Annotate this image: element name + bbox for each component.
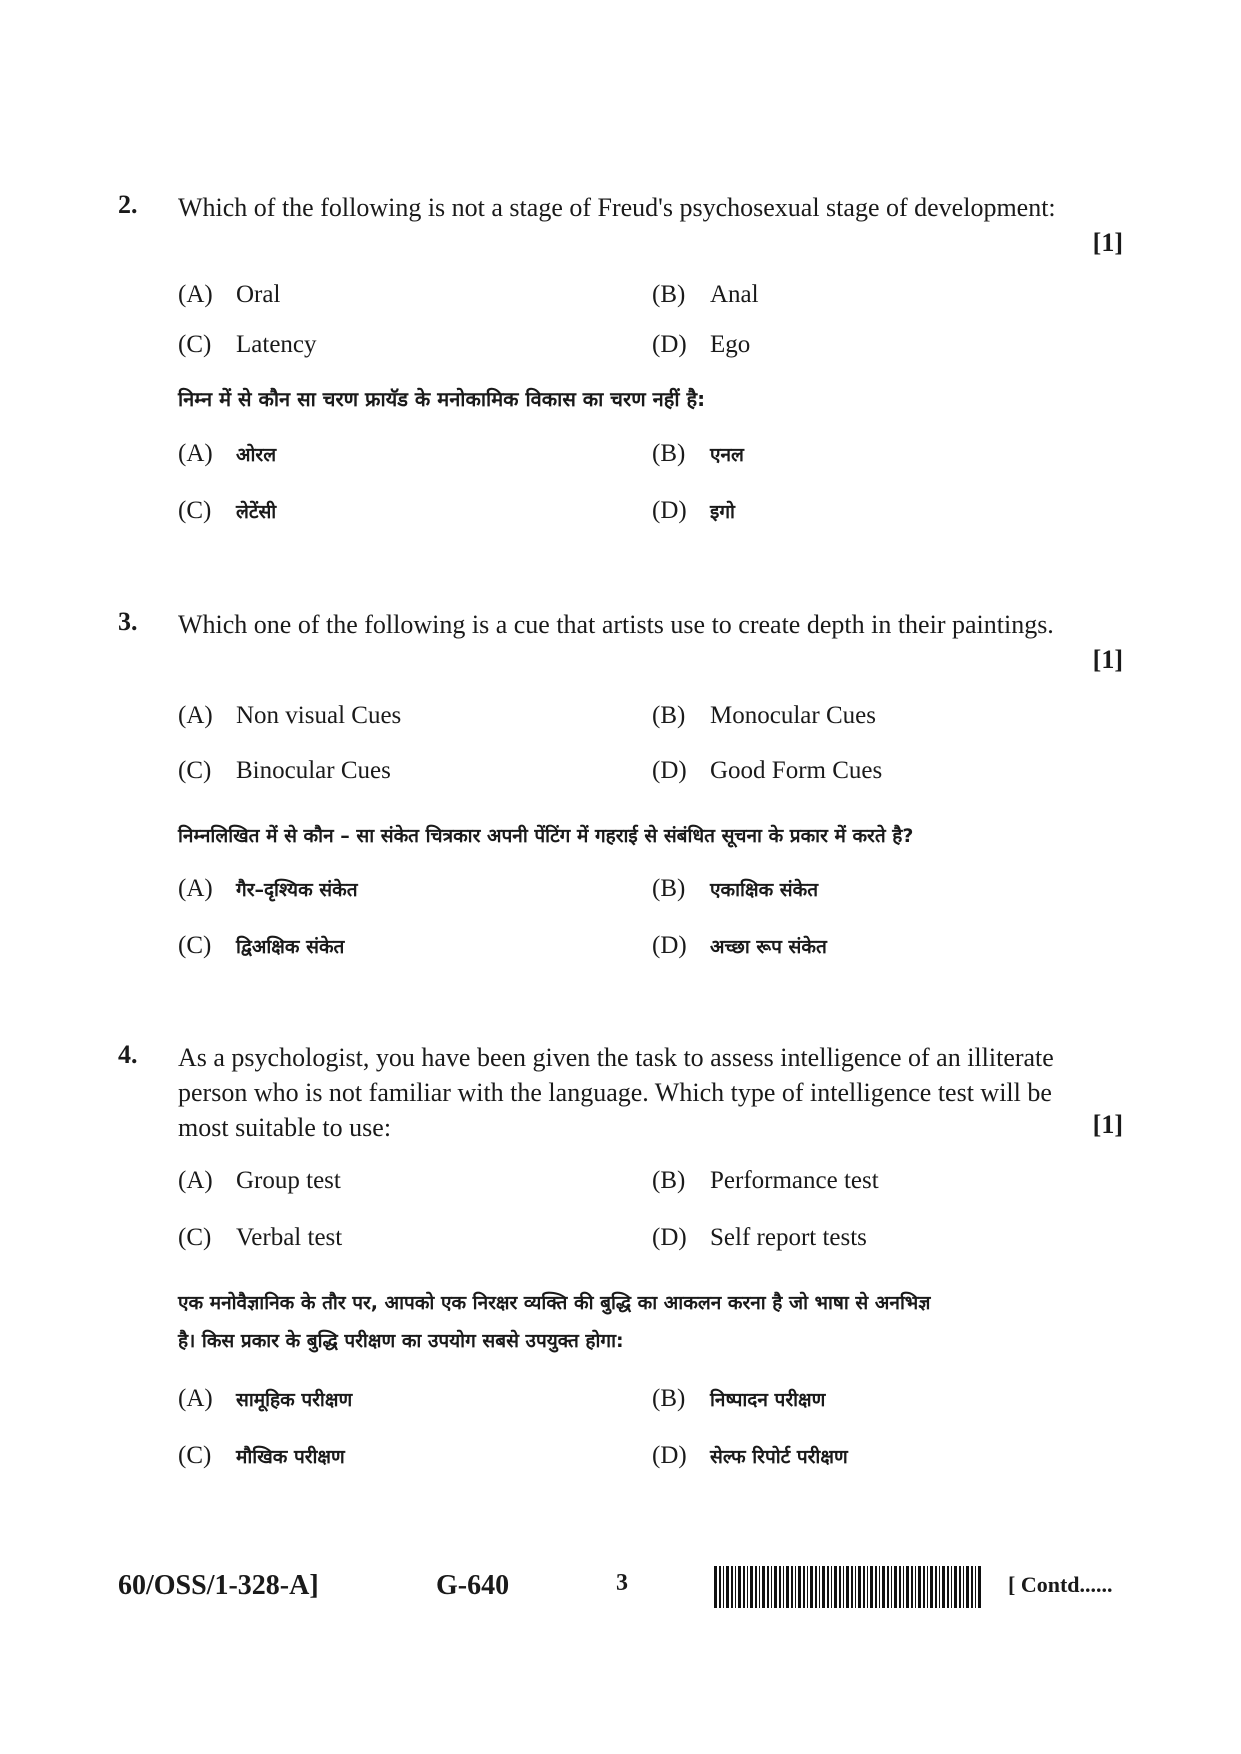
barcode-bar xyxy=(738,1566,741,1608)
barcode-bar xyxy=(867,1566,868,1608)
barcode-bar xyxy=(714,1566,717,1608)
barcode-bar xyxy=(863,1566,865,1608)
barcode-bar xyxy=(891,1566,892,1608)
barcode-bar xyxy=(726,1566,729,1608)
option-b-hi: (B) एकाक्षिक संकेत xyxy=(652,875,819,902)
option-c-en: (C) Verbal test xyxy=(178,1224,343,1251)
option-d-hi: (D) अच्छा रूप संकेत xyxy=(652,932,827,959)
barcode-bar xyxy=(803,1566,805,1608)
barcode-bar xyxy=(927,1566,928,1608)
option-d-en: (D) Ego xyxy=(652,331,751,358)
barcode-bar xyxy=(903,1566,904,1608)
question-text: Which one of the following is a cue that artists use to create depth in their paintings. xyxy=(178,610,1054,639)
question-number: 2. xyxy=(118,190,138,219)
question-number: 3. xyxy=(118,607,138,636)
barcode-bar xyxy=(735,1566,736,1608)
barcode-bar xyxy=(918,1566,921,1608)
option-b-hi: (B) एनल xyxy=(652,440,744,467)
question-text-hindi: एक मनोवैज्ञानिक के तौर पर, आपको एक निरक्षर व्यक्ति की बुद्धि का आकलन करना है जो भाषा से अनभिज्ञ है। किस प्रकार के बुद्धि परीक्षण का उपयोग सबसे उपयुक्त होगा: xyxy=(178,1292,931,1352)
paper-code: 60/OSS/1-328-A] xyxy=(118,1570,319,1601)
option-a-hi: (A) गैर–दृश्यिक संकेत xyxy=(178,875,358,902)
barcode-bar xyxy=(951,1566,952,1608)
barcode-bar xyxy=(779,1566,781,1608)
barcode-bar xyxy=(783,1566,784,1608)
question-marks: [1] xyxy=(1092,645,1123,674)
question-marks: [1] xyxy=(1092,228,1123,257)
option-d-en: (D) Self report tests xyxy=(652,1224,867,1251)
option-a-hi: (A) सामूहिक परीक्षण xyxy=(178,1385,353,1412)
option-c-en: (C) Binocular Cues xyxy=(178,757,391,784)
continued-label: [ Contd...... xyxy=(1008,1572,1113,1597)
barcode-bar xyxy=(942,1566,945,1608)
barcode-bar xyxy=(762,1566,765,1608)
option-b-en: (B) Anal xyxy=(652,281,759,308)
barcode-bar xyxy=(911,1566,913,1608)
barcode-bar xyxy=(963,1566,964,1608)
barcode xyxy=(714,1566,984,1608)
barcode-bar xyxy=(851,1566,853,1608)
barcode-bar xyxy=(759,1566,760,1608)
question-text: As a psychologist, you have been given the task to assess intelligence of an illiterate person who is not familiar with the language. Which type of intelligence test will be most suitable to use: xyxy=(178,1043,1054,1142)
option-a-hi: (A) ओरल xyxy=(178,440,277,467)
barcode-bar xyxy=(935,1566,937,1608)
barcode-bar xyxy=(875,1566,877,1608)
question-text-hindi: निम्नलिखित में से कौन – सा संकेत चित्रकार अपनी पेंटिंग में गहराई से संबंधित सूचना के प्रकार में करते है? xyxy=(178,825,914,847)
barcode-bar xyxy=(843,1566,844,1608)
barcode-bar xyxy=(795,1566,796,1608)
barcode-bar xyxy=(930,1566,933,1608)
barcode-bar xyxy=(798,1566,801,1608)
barcode-bar xyxy=(819,1566,820,1608)
question-text: Which of the following is not a stage of Freud's psychosexual stage of development: xyxy=(178,193,1056,222)
barcode-bar xyxy=(959,1566,961,1608)
barcode-bar xyxy=(822,1566,825,1608)
barcode-bar xyxy=(771,1566,772,1608)
barcode-bar xyxy=(923,1566,925,1608)
question-number: 4. xyxy=(118,1040,138,1069)
barcode-bar xyxy=(975,1566,976,1608)
barcode-bar xyxy=(978,1566,981,1608)
barcode-bar xyxy=(966,1566,969,1608)
barcode-bar xyxy=(882,1566,885,1608)
option-a-en: (A) Oral xyxy=(178,281,281,308)
barcode-bar xyxy=(786,1566,789,1608)
option-d-hi: (D) इगो xyxy=(652,497,735,524)
barcode-bar xyxy=(774,1566,777,1608)
barcode-bar xyxy=(839,1566,841,1608)
barcode-bar xyxy=(791,1566,793,1608)
option-a-en: (A) Group test xyxy=(178,1167,341,1194)
barcode-bar xyxy=(899,1566,901,1608)
barcode-bar xyxy=(807,1566,808,1608)
option-b-en: (B) Monocular Cues xyxy=(652,702,876,729)
barcode-bar xyxy=(743,1566,745,1608)
option-d-hi: (D) सेल्फ रिपोर्ट परीक्षण xyxy=(652,1442,848,1469)
barcode-bar xyxy=(831,1566,832,1608)
barcode-bar xyxy=(915,1566,916,1608)
barcode-bar xyxy=(747,1566,748,1608)
barcode-bar xyxy=(827,1566,829,1608)
barcode-bar xyxy=(810,1566,813,1608)
option-b-en: (B) Performance test xyxy=(652,1167,879,1194)
series-code: G-640 xyxy=(436,1570,510,1601)
question-text-hindi: निम्न में से कौन सा चरण फ्रायॅड के मनोकामिक विकास का चरण नहीं है: xyxy=(178,387,706,411)
barcode-bar xyxy=(971,1566,973,1608)
barcode-bar xyxy=(887,1566,889,1608)
barcode-bar xyxy=(815,1566,817,1608)
barcode-bar xyxy=(894,1566,897,1608)
barcode-bar xyxy=(767,1566,769,1608)
barcode-bar xyxy=(954,1566,957,1608)
page-number: 3 xyxy=(616,1570,628,1596)
barcode-bar xyxy=(906,1566,909,1608)
barcode-bar xyxy=(834,1566,837,1608)
barcode-bar xyxy=(723,1566,724,1608)
barcode-bar xyxy=(731,1566,733,1608)
option-d-en: (D) Good Form Cues xyxy=(652,757,883,784)
barcode-bar xyxy=(855,1566,856,1608)
barcode-bar xyxy=(939,1566,940,1608)
barcode-bar xyxy=(870,1566,873,1608)
barcode-bar xyxy=(879,1566,880,1608)
question-marks: [1] xyxy=(1092,1110,1123,1139)
barcode-bar xyxy=(750,1566,753,1608)
option-c-en: (C) Latency xyxy=(178,331,317,358)
barcode-bar xyxy=(755,1566,757,1608)
barcode-bar xyxy=(719,1566,721,1608)
option-c-hi: (C) लेटेंसी xyxy=(178,497,277,524)
option-c-hi: (C) मौखिक परीक्षण xyxy=(178,1442,345,1469)
option-c-hi: (C) द्विअक्षिक संकेत xyxy=(178,932,345,959)
barcode-bar xyxy=(947,1566,949,1608)
option-a-en: (A) Non visual Cues xyxy=(178,702,402,729)
barcode-bar xyxy=(858,1566,861,1608)
barcode-bar xyxy=(846,1566,849,1608)
option-b-hi: (B) निष्पादन परीक्षण xyxy=(652,1385,826,1412)
